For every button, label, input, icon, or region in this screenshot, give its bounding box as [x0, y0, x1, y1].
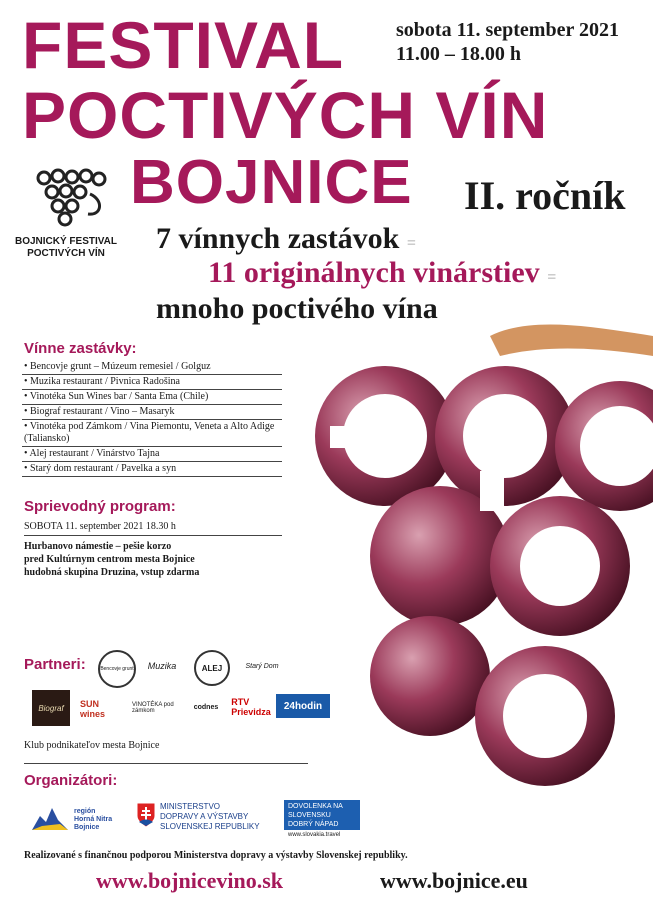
partner-logo-24hodin: 24hodin	[276, 694, 330, 718]
logo-text: BOJNICKÝ FESTIVAL POCTIVÝCH VÍN	[14, 236, 118, 259]
partner-logo-bencovje: Bencovje grunt	[98, 650, 136, 688]
url-bojnicevino[interactable]: www.bojnicevino.sk	[96, 868, 284, 893]
ministry-logo-text	[160, 802, 260, 832]
grapes-image	[290, 296, 653, 836]
partner-logo-alej: ALEJ	[194, 650, 230, 686]
partner-logo-muzika: Muzika	[147, 661, 177, 671]
list-item: • Muzika restaurant / Pivnica Radošina	[22, 375, 282, 390]
event-time: 11.00 – 18.00 h	[396, 43, 522, 65]
region-label: región	[74, 808, 96, 815]
partner-logo-stary-dom: Starý Dom	[245, 662, 279, 670]
region-name: Horná Nitra	[74, 816, 113, 823]
dovolenka-line: SLOVENSKU	[288, 812, 331, 819]
stops-heading: Vínne zastávky:	[24, 340, 137, 357]
equals-sign: =	[547, 269, 557, 286]
dovolenka-line: DOBRÝ NÁPAD	[288, 821, 339, 828]
program-line: pred Kultúrnym centrom mesta Bojnice	[24, 554, 195, 565]
list-item: • Vinotéka pod Zámkom / Vina Piemontu, Veneta a Alto Adige (Taliansko)	[22, 420, 282, 447]
region-town: Bojnice	[74, 824, 100, 831]
headline-stops	[156, 224, 416, 254]
partner-logo-sun-wines: SUN wines	[80, 699, 106, 719]
program-date: SOBOTA 11. september 2021 18.30 h	[24, 521, 282, 536]
list-item: • Vinotéka Sun Wines bar / Santa Ema (Chile)	[22, 390, 282, 405]
program-heading: Sprievodný program:	[24, 498, 176, 515]
list-item: • Bencovje grunt – Múzeum remesiel / Golguz	[22, 360, 282, 375]
headline-stops-text: 7 vínnych zastávok	[156, 222, 400, 255]
klub-podnikatelov: Klub podnikateľov mesta Bojnice	[24, 740, 308, 764]
list-item: • Starý dom restaurant / Pavelka a syn	[22, 462, 282, 477]
title-festival: FESTIVAL	[22, 8, 345, 82]
program-line: hudobná skupina Druzina, vstup zdarma	[24, 567, 200, 578]
headline-wineries-text: 11 originálnych vinárstiev	[208, 256, 540, 289]
festival-logo-icon	[32, 164, 112, 234]
partner-logo-biograf: Biograf	[32, 690, 70, 726]
list-item: • Biograf restaurant / Vino – Masaryk	[22, 405, 282, 420]
event-day: sobota 11. september 2021	[396, 19, 619, 41]
program-text	[24, 540, 199, 579]
list-item: • Alej restaurant / Vinárstvo Tajna	[22, 447, 282, 462]
edition: II. ročník	[464, 173, 626, 218]
slovak-coat-of-arms-icon	[136, 802, 156, 828]
program-line: Hurbanovo námestie – pešie korzo	[24, 541, 172, 552]
dovolenka-logo	[284, 800, 360, 830]
headline-wine: mnoho poctivého vína	[156, 292, 438, 325]
dovolenka-line: DOVOLENKA NA	[288, 803, 343, 810]
funding-note: Realizované s finančnou podporou Ministerstva dopravy a výstavby Slovenskej republiky.	[24, 850, 408, 861]
partner-logo-rtv: RTV Prievidza	[231, 697, 271, 717]
ministry-line: SLOVENSKEJ REPUBLIKY	[160, 822, 260, 831]
partners-heading: Partneri:	[24, 656, 86, 673]
ministry-line: MINISTERSTVO	[160, 802, 221, 811]
headline-wineries	[208, 258, 556, 288]
region-logo-text	[74, 808, 112, 832]
title-bojnice: BOJNICE	[130, 148, 413, 217]
organizers-heading: Organizátori:	[24, 772, 118, 789]
equals-sign: =	[406, 235, 416, 252]
url-bojnice[interactable]: www.bojnice.eu	[380, 868, 528, 893]
title-poctivych-vin: POCTIVÝCH VÍN	[22, 78, 549, 152]
region-logo-icon	[30, 800, 70, 832]
event-date	[396, 18, 619, 66]
stops-list	[22, 360, 282, 477]
partner-logo-vinoteka: VINOTÉKA pod zámkom	[132, 702, 174, 714]
ministry-line: DOPRAVY A VÝSTAVBY	[160, 812, 249, 821]
dovolenka-url: www.slovakia.travel	[288, 832, 341, 838]
partner-logo-codnes: codnes	[193, 703, 219, 711]
